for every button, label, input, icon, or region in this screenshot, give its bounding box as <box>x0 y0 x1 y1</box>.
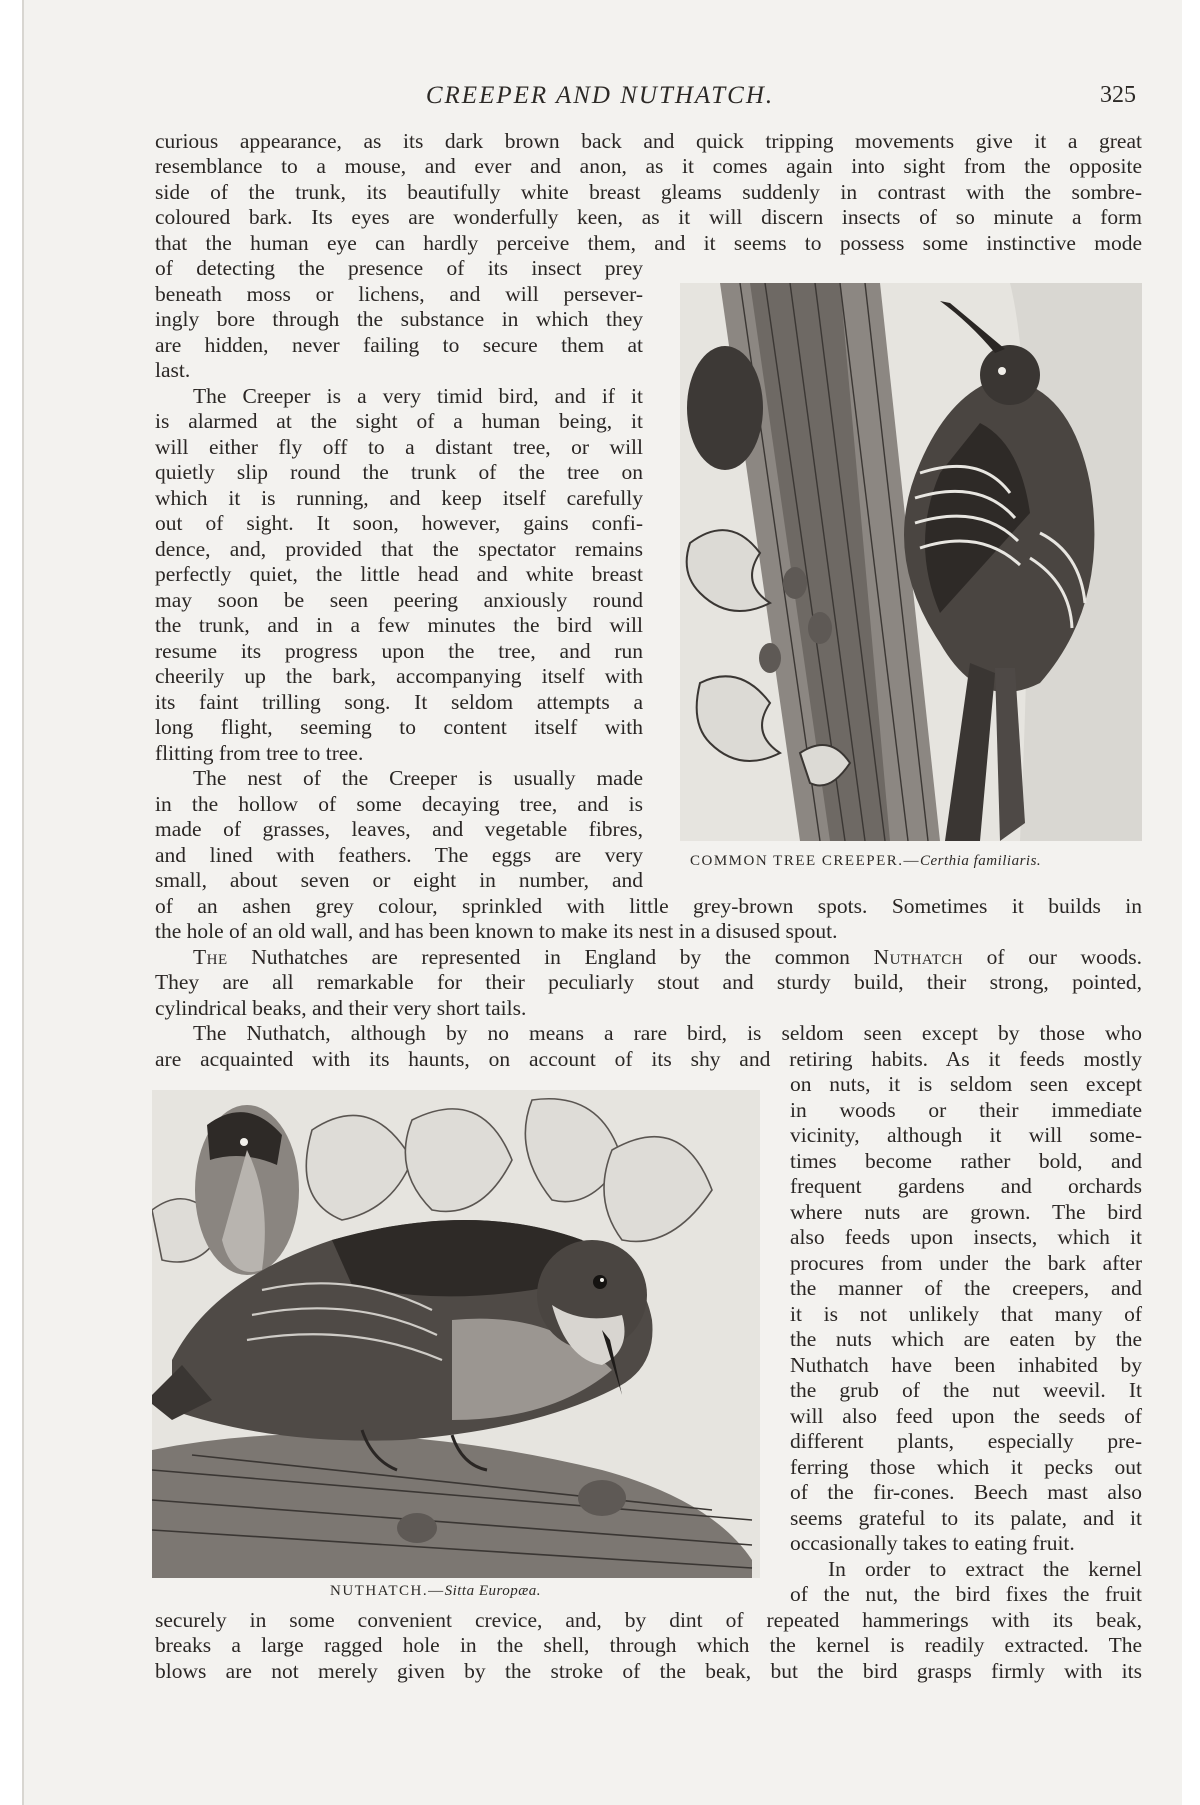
text-line: are acquainted with its haunts, on account of its shy and retiring habits. As it feeds mostly <box>155 1047 1142 1071</box>
text-line: the nuts which are eaten by the <box>790 1327 1142 1351</box>
text-line: curious appearance, as its dark brown back and quick tripping movements give it a great <box>155 129 1142 153</box>
text-line: procures from under the bark after <box>790 1251 1142 1275</box>
text-line: occasionally takes to eating fruit. <box>790 1531 1075 1555</box>
text-line: blows are not merely given by the stroke of the beak, but the bird grasps firmly with its <box>155 1659 1142 1683</box>
text-line: flitting from tree to tree. <box>155 741 364 765</box>
text-line: on nuts, it is seldom seen except <box>790 1072 1142 1096</box>
text-line: Nuthatch have been inhabited by <box>790 1353 1142 1377</box>
text-line: also feeds upon insects, which it <box>790 1225 1142 1249</box>
text-line: side of the trunk, its beautifully white breast gleams suddenly in contrast with the sombre- <box>155 180 1142 204</box>
text-line: The Creeper is a very timid bird, and if it <box>193 384 643 408</box>
page-number: 325 <box>1100 82 1136 108</box>
creeper-caption-latin: Certhia familiaris. <box>920 853 1042 869</box>
text-line: which it is running, and keep itself carefully <box>155 486 643 510</box>
text-line: out of sight. It soon, however, gains confi- <box>155 511 643 535</box>
text-line: ingly bore through the substance in which they <box>155 307 643 331</box>
running-head: CREEPER AND NUTHATCH. <box>425 82 775 109</box>
text-line: In order to extract the kernel <box>828 1557 1142 1581</box>
text-line: resemblance to a mouse, and ever and anon, as it comes again into sight from the opposite <box>155 154 1142 178</box>
page-header <box>0 82 1200 118</box>
text-fragment: of our woods. <box>963 945 1142 969</box>
text-line: securely in some convenient crevice, and, by dint of repeated hammerings with its beak, <box>155 1608 1142 1632</box>
text-line: made of grasses, leaves, and vegetable fibres, <box>155 817 643 841</box>
tree-creeper-engraving-icon <box>680 283 1142 841</box>
text-line: vicinity, although it will some- <box>790 1123 1142 1147</box>
nuthatch-caption-latin: Sitta Europæa. <box>444 1583 542 1599</box>
text-line: of the fir-cones. Beech mast also <box>790 1480 1142 1504</box>
text-line: The Nuthatch, although by no means a rare bird, is seldom seen except by those who <box>193 1021 1142 1045</box>
text-line: may soon be seen peering anxiously round <box>155 588 643 612</box>
text-line: different plants, especially pre- <box>790 1429 1142 1453</box>
text-line: of an ashen grey colour, sprinkled with little grey-brown spots. Sometimes it builds in <box>155 894 1142 918</box>
small-caps-nuthatch: Nuthatch <box>873 945 964 969</box>
text-line: beneath moss or lichens, and will persever- <box>155 282 643 306</box>
text-line <box>155 945 1142 970</box>
text-line: in woods or their immediate <box>790 1098 1142 1122</box>
text-line: The nest of the Creeper is usually made <box>193 766 643 790</box>
text-line: perfectly quiet, the little head and white breast <box>155 562 643 586</box>
text-line: are hidden, never failing to secure them at <box>155 333 643 357</box>
text-line: long flight, seeming to content itself with <box>155 715 643 739</box>
text-line: cylindrical beaks, and their very short tails. <box>155 996 527 1020</box>
creeper-caption <box>690 853 1041 870</box>
text-line: that the human eye can hardly perceive them, and it seems to possess some instinctive mode <box>155 231 1142 255</box>
text-line: last. <box>155 358 191 382</box>
text-line: resume its progress upon the tree, and run <box>155 639 643 663</box>
text-line: is alarmed at the sight of a human being, it <box>155 409 643 433</box>
nuthatch-engraving-icon <box>152 1090 760 1578</box>
text-line: will either fly off to a distant tree, or will <box>155 435 643 459</box>
text-line: small, about seven or eight in number, and <box>155 868 643 892</box>
text-line: the trunk, and in a few minutes the bird will <box>155 613 643 637</box>
text-line: They are all remarkable for their peculiarly stout and sturdy build, their strong, pointed, <box>155 970 1142 994</box>
text-line: dence, and, provided that the spectator remains <box>155 537 643 561</box>
text-line: where nuts are grown. The bird <box>790 1200 1142 1224</box>
text-line: of the nut, the bird fixes the fruit <box>790 1582 1142 1606</box>
text-line: the grub of the nut weevil. It <box>790 1378 1142 1402</box>
text-fragment: Nuthatches are represented in England by the common <box>227 945 874 969</box>
text-line: and lined with feathers. The eggs are very <box>155 843 643 867</box>
text-line: it is not unlikely that many of <box>790 1302 1142 1326</box>
text-line: breaks a large ragged hole in the shell, through which the kernel is readily extracted. The <box>155 1633 1142 1657</box>
text-line: its faint trilling song. It seldom attempts a <box>155 690 643 714</box>
text-line: cheerily up the bark, accompanying itself with <box>155 664 643 688</box>
text-line: coloured bark. Its eyes are wonderfully keen, as it will discern insects of so minute a form <box>155 205 1142 229</box>
text-line: quietly slip round the trunk of the tree on <box>155 460 643 484</box>
text-line: ferring those which it pecks out <box>790 1455 1142 1479</box>
nuthatch-caption <box>330 1583 541 1600</box>
text-line: seems grateful to its palate, and it <box>790 1506 1142 1530</box>
text-line: of detecting the presence of its insect prey <box>155 256 643 280</box>
nuthatch-caption-common: NUTHATCH.— <box>330 1583 445 1599</box>
text-line: the hole of an old wall, and has been known to make its nest in a disused spout. <box>155 919 838 943</box>
text-line: the manner of the creepers, and <box>790 1276 1142 1300</box>
small-caps-the: The <box>193 945 228 969</box>
text-line: frequent gardens and orchards <box>790 1174 1142 1198</box>
creeper-caption-common: COMMON TREE CREEPER.— <box>690 853 920 869</box>
text-line: will also feed upon the seeds of <box>790 1404 1142 1428</box>
text-line: times become rather bold, and <box>790 1149 1142 1173</box>
text-line: in the hollow of some decaying tree, and is <box>155 792 643 816</box>
